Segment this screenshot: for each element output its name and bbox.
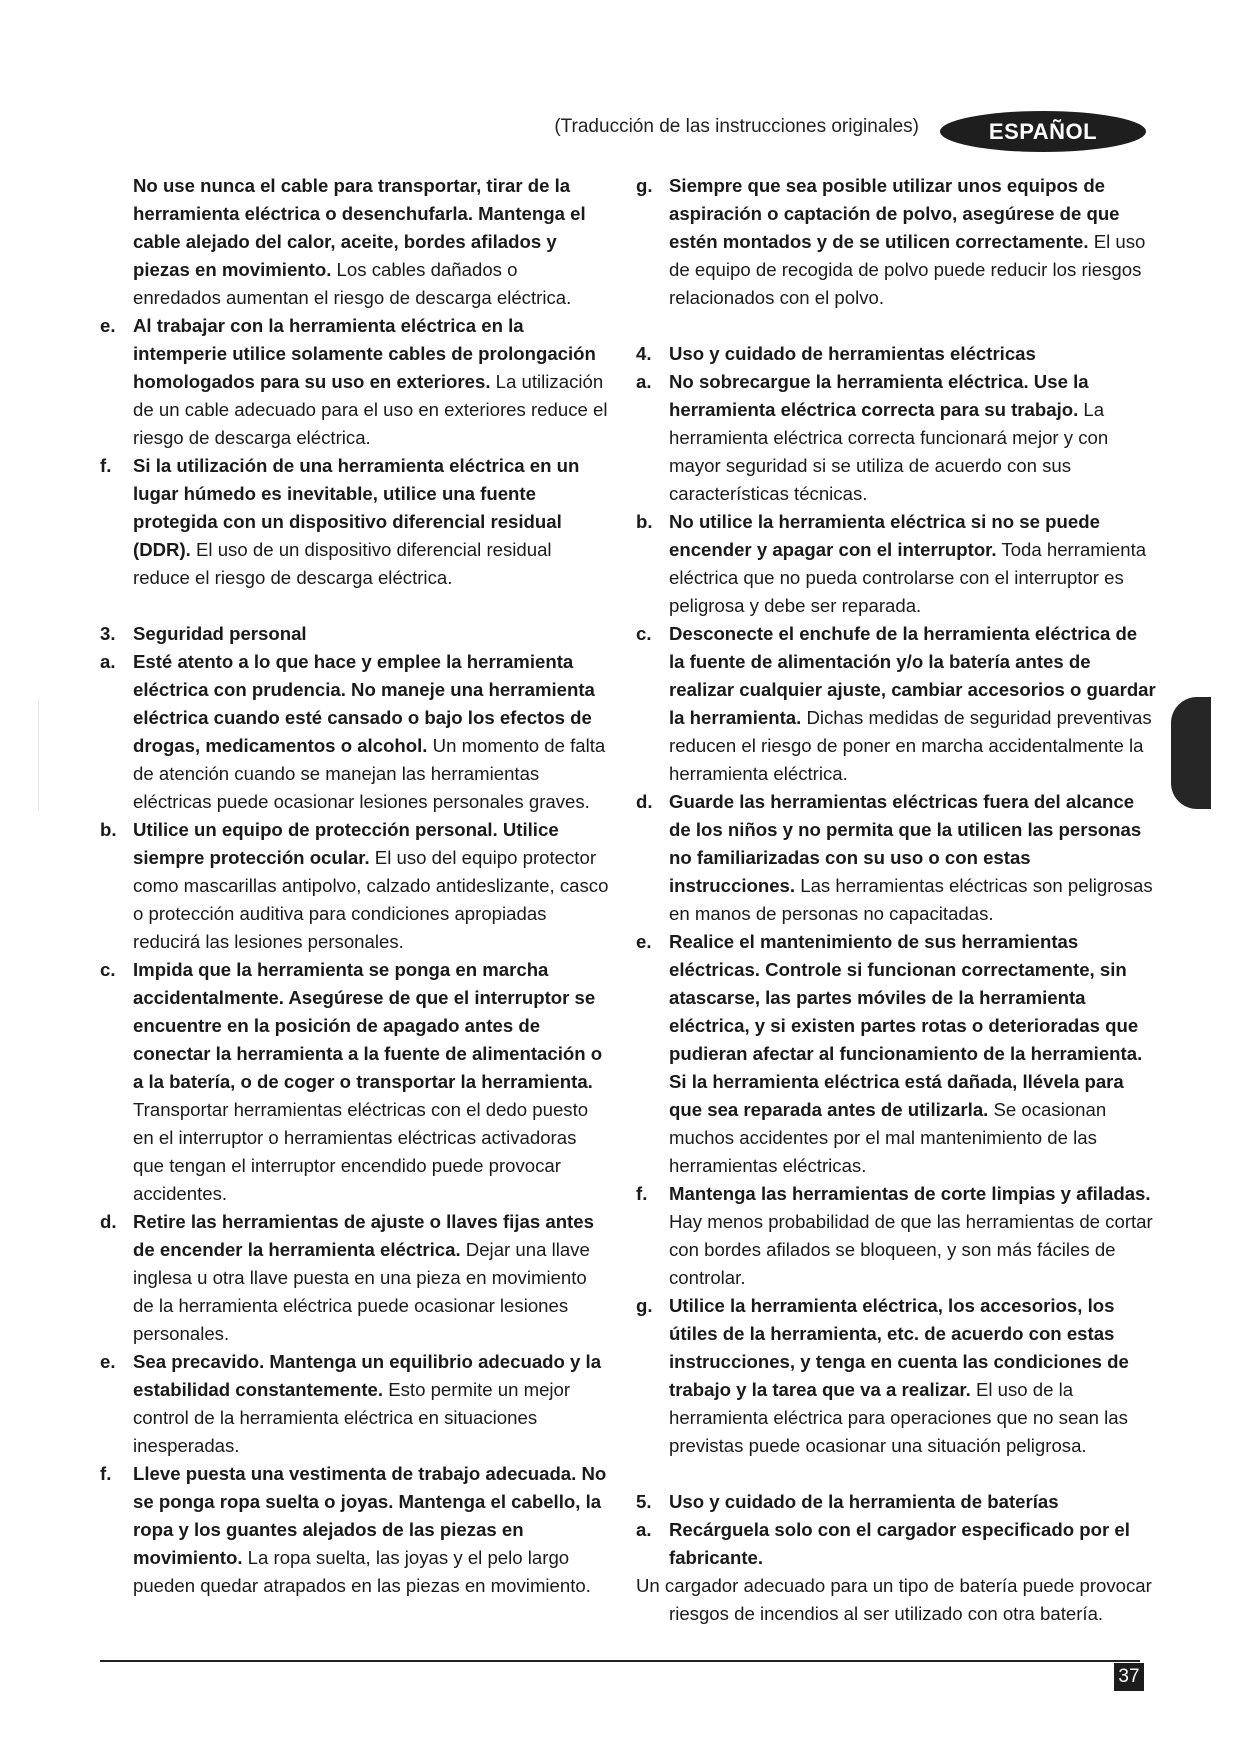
instruction-text: Toda herramienta eléctrica que no pueda controlarse con el interruptor es peligrosa y debe ser reparada. — [669, 539, 1147, 616]
item-marker: c. — [636, 623, 652, 644]
instruction-text: El uso de la herramienta eléctrica para operaciones que no sean las previstas puede ocasionar una situación peligrosa. — [669, 1379, 1128, 1456]
instruction-item — [636, 788, 1156, 928]
section-spacer — [100, 592, 610, 620]
instruction-item — [100, 312, 610, 452]
instruction-item — [100, 956, 610, 1208]
instruction-item — [636, 620, 1156, 788]
instruction-heading: Retire las herramientas de ajuste o llaves fijas antes de encender la herramienta eléctrica. — [133, 1211, 594, 1260]
item-marker: g. — [636, 1295, 653, 1316]
instruction-heading: Esté atento a lo que hace y emplee la herramienta eléctrica con prudencia. No maneje una herramienta eléctrica cuando esté cansado o bajo los efectos de drogas, medicamentos o alcohol. — [133, 651, 595, 756]
instruction-heading: Si la utilización de una herramienta eléctrica en un lugar húmedo es inevitable, utilice una fuente protegida con un dispositivo diferencial residual (DDR). — [133, 455, 580, 560]
footer-rule — [100, 1660, 1140, 1662]
language-badge: ESPAÑOL — [940, 111, 1146, 152]
item-marker: e. — [636, 931, 652, 952]
instruction-item — [636, 508, 1156, 620]
instruction-text: Dichas medidas de seguridad preventivas reducen el riesgo de poner en marcha accidentalmente la herramienta eléctrica. — [669, 707, 1152, 784]
instruction-heading: Guarde las herramientas eléctricas fuera del alcance de los niños y no permita que la utilicen las personas no familiarizadas con su uso o con estas instrucciones. — [669, 791, 1142, 896]
left-column — [100, 172, 610, 1600]
instruction-item — [100, 452, 610, 592]
instruction-text: El uso de equipo de recogida de polvo puede reducir los riesgos relacionados con el polvo. — [669, 231, 1146, 308]
item-marker: c. — [100, 959, 116, 980]
instruction-heading: Siempre que sea posible utilizar unos equipos de aspiración o captación de polvo, asegúrese de que estén montados y de se utilicen correctamente. — [669, 175, 1120, 252]
section-thumb-tab — [1171, 697, 1211, 809]
instruction-text: El uso del equipo protector como mascarillas antipolvo, calzado antideslizante, casco o protección auditiva para condiciones apropiadas reducirá las lesiones personales. — [133, 847, 609, 952]
instruction-item — [636, 1572, 1156, 1628]
item-marker: d. — [100, 1211, 117, 1232]
instruction-heading: Utilice un equipo de protección personal. Utilice siempre protección ocular. — [133, 819, 559, 868]
instruction-heading: Seguridad personal — [133, 623, 307, 644]
instruction-text: Las herramientas eléctricas son peligrosas en manos de personas no capacitadas. — [669, 875, 1153, 924]
instruction-text: Dejar una llave inglesa u otra llave puesta en una pieza en movimiento de la herramienta eléctrica puede ocasionar lesiones personales. — [133, 1239, 590, 1344]
instruction-text: Los cables dañados o enredados aumentan el riesgo de descarga eléctrica. — [133, 259, 572, 308]
instruction-text: Esto permite un mejor control de la herramienta eléctrica en situaciones inesperadas. — [133, 1379, 571, 1456]
instruction-heading: No sobrecargue la herramienta eléctrica. Use la herramienta eléctrica correcta para su trabajo. — [669, 371, 1089, 420]
item-marker: d. — [636, 791, 653, 812]
instruction-item — [636, 928, 1156, 1180]
instruction-item — [100, 620, 610, 648]
instruction-heading: Lleve puesta una vestimenta de trabajo adecuada. No se ponga ropa suelta o joyas. Mantenga el cabello, la ropa y los guantes alejados de las piezas en movimiento. — [133, 1463, 607, 1568]
item-marker: g. — [636, 175, 653, 196]
instruction-item — [636, 172, 1156, 312]
item-marker: 4. — [636, 343, 652, 364]
instruction-text: Se ocasionan muchos accidentes por el mal mantenimiento de las herramientas eléctricas. — [669, 1099, 1107, 1176]
instruction-heading: Uso y cuidado de la herramienta de baterías — [669, 1491, 1059, 1512]
instruction-heading: Impida que la herramienta se ponga en marcha accidentalmente. Asegúrese de que el interruptor se encuentre en la posición de apagado antes de conectar la herramienta a la fuente de alimentación o a la batería, o de coger o transportar la herramienta. — [133, 959, 603, 1092]
instruction-text: El uso de un dispositivo diferencial residual reduce el riesgo de descarga eléctrica. — [133, 539, 552, 588]
right-column — [636, 172, 1156, 1628]
item-marker: e. — [100, 1351, 116, 1372]
instruction-item — [100, 1460, 610, 1600]
item-marker: 3. — [100, 623, 116, 644]
item-marker: f. — [100, 455, 112, 476]
page-number: 37 — [1114, 1663, 1144, 1691]
instruction-heading: Utilice la herramienta eléctrica, los accesorios, los útiles de la herramienta, etc. de acuerdo con estas instrucciones, y tenga en cuenta las condiciones de trabajo y la tarea que va a realizar. — [669, 1295, 1129, 1400]
instruction-heading: Sea precavido. Mantenga un equilibrio adecuado y la estabilidad constantemente. — [133, 1351, 602, 1400]
item-marker: b. — [636, 511, 653, 532]
instruction-item — [636, 1516, 1156, 1572]
item-marker: 5. — [636, 1491, 652, 1512]
instruction-text: Un cargador adecuado para un tipo de batería puede provocar riesgos de incendios al ser utilizado con otra batería. — [636, 1575, 1152, 1624]
section-spacer — [636, 1460, 1156, 1488]
instruction-heading: Desconecte el enchufe de la herramienta eléctrica de la fuente de alimentación y/o la batería antes de realizar cualquier ajuste, cambiar accesorios o guardar la herramienta. — [669, 623, 1156, 728]
header-note: (Traducción de las instrucciones originales) — [554, 116, 919, 137]
instruction-item — [636, 368, 1156, 508]
item-marker: f. — [100, 1463, 112, 1484]
instruction-heading: Recárguela solo con el cargador especificado por el fabricante. — [669, 1519, 1130, 1568]
instruction-item — [100, 172, 610, 312]
instruction-heading: Realice el mantenimiento de sus herramientas eléctricas. Controle si funcionan correctamente, sin atascarse, las partes móviles de la herramienta eléctrica, y si existen partes rotas o deterioradas que pudieran afectar al funcionamiento de la herramienta. Si la herramienta eléctrica está dañada, llévela para que sea reparada antes de utilizarla. — [669, 931, 1143, 1120]
instruction-text: La utilización de un cable adecuado para el uso en exteriores reduce el riesgo de descarga eléctrica. — [133, 371, 608, 448]
instruction-text: La herramienta eléctrica correcta funcionará mejor y con mayor seguridad si se utiliza de acuerdo con sus características técnicas. — [669, 399, 1109, 504]
instruction-item — [100, 1208, 610, 1348]
instruction-text: Un momento de falta de atención cuando se manejan las herramientas eléctricas puede ocasionar lesiones personales graves. — [133, 735, 606, 812]
margin-mark — [38, 700, 39, 810]
item-marker: a. — [636, 1519, 652, 1540]
item-marker: e. — [100, 315, 116, 336]
instruction-text: La ropa suelta, las joyas y el pelo largo pueden quedar atrapados en las piezas en movimiento. — [133, 1547, 591, 1596]
instruction-heading: Mantenga las herramientas de corte limpias y afiladas. — [669, 1183, 1151, 1204]
item-marker: b. — [100, 819, 117, 840]
item-marker: a. — [636, 371, 652, 392]
instruction-text: Transportar herramientas eléctricas con el dedo puesto en el interruptor o herramientas eléctricas activadoras que tengan el interruptor encendido puede provocar accidentes. — [133, 1099, 589, 1204]
item-marker: f. — [636, 1183, 648, 1204]
instruction-heading: Al trabajar con la herramienta eléctrica en la intemperie utilice solamente cables de prolongación homologados para su uso en exteriores. — [133, 315, 596, 392]
instruction-item — [636, 1292, 1156, 1460]
instruction-heading: No utilice la herramienta eléctrica si no se puede encender y apagar con el interruptor. — [669, 511, 1100, 560]
instruction-item — [636, 1488, 1156, 1516]
instruction-item — [100, 1348, 610, 1460]
instruction-heading: Uso y cuidado de herramientas eléctricas — [669, 343, 1036, 364]
section-spacer — [636, 312, 1156, 340]
instruction-item — [100, 648, 610, 816]
instruction-heading: No use nunca el cable para transportar, tirar de la herramienta eléctrica o desenchufarla. Mantenga el cable alejado del calor, aceite, bordes afilados y piezas en movimiento. — [133, 175, 586, 280]
instruction-item — [636, 1180, 1156, 1292]
item-marker: a. — [100, 651, 116, 672]
instruction-text: Hay menos probabilidad de que las herramientas de cortar con bordes afilados se bloqueen, y son más fáciles de controlar. — [669, 1211, 1153, 1288]
instruction-item — [100, 816, 610, 956]
instruction-item — [636, 340, 1156, 368]
